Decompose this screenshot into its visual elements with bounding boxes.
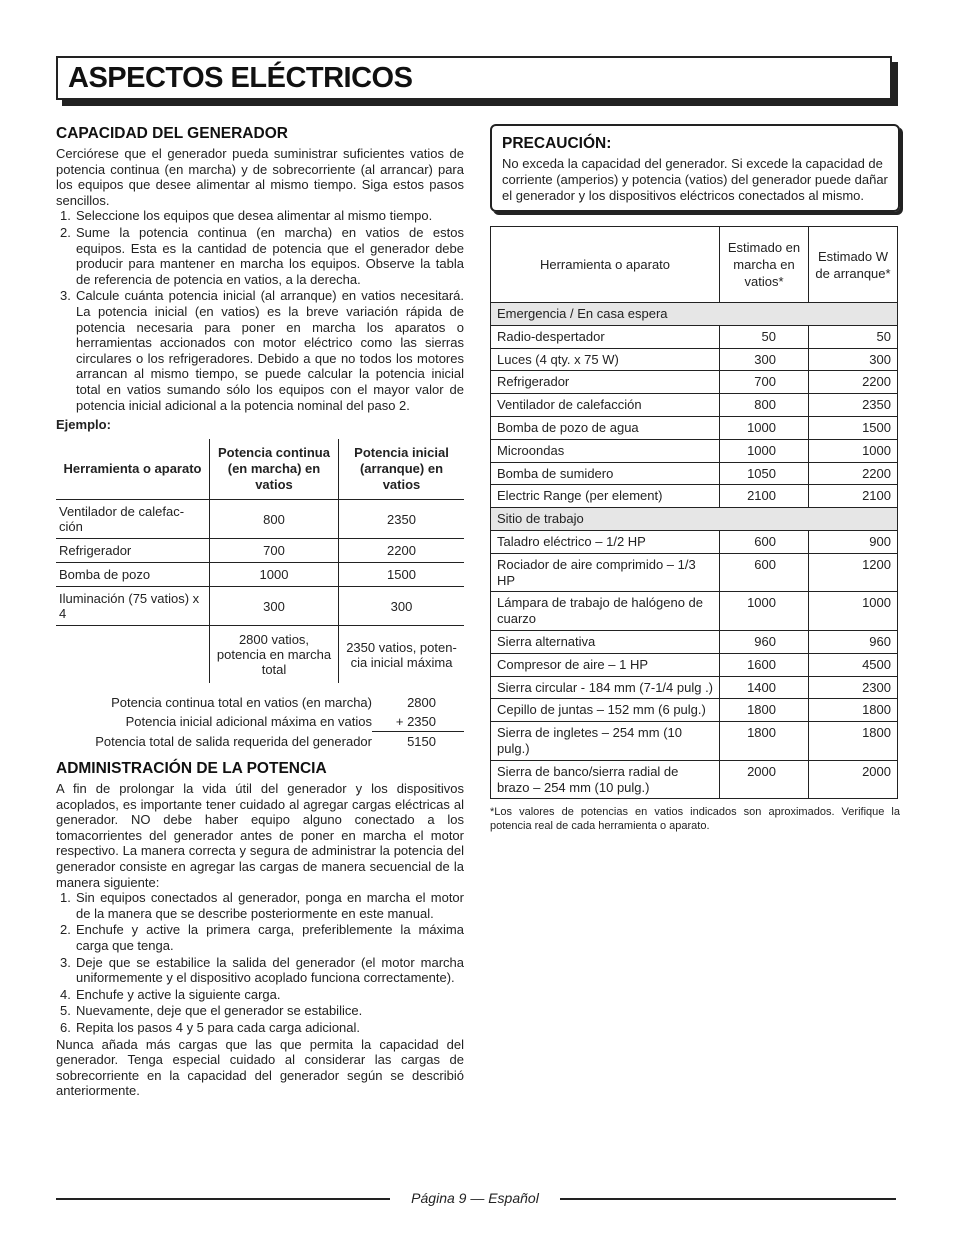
wattage-starting: 4500	[809, 653, 898, 676]
example-cell: Iluminación (75 vatios) x 4	[56, 587, 210, 626]
wattage-category: Emergencia / En casa espera	[491, 303, 898, 326]
wattage-row	[491, 653, 898, 676]
wattage-running: 300	[720, 348, 809, 371]
step-number: 1.	[60, 208, 71, 224]
wattage-tool: Microondas	[491, 439, 720, 462]
wattage-running: 2100	[720, 485, 809, 508]
example-cell: 700	[210, 539, 339, 563]
management-step	[56, 1003, 464, 1019]
capacity-step	[56, 288, 464, 413]
wattage-running: 700	[720, 371, 809, 394]
step-number: 6.	[60, 1020, 71, 1035]
wattage-tool: Cepillo de juntas – 152 mm (6 pulg.)	[491, 699, 720, 722]
wattage-starting: 2200	[809, 462, 898, 485]
wattage-running: 1800	[720, 699, 809, 722]
example-total-running: 2800 vatios, potencia en marcha total	[210, 626, 339, 684]
step-number: 5.	[60, 1003, 71, 1019]
wattage-row	[491, 462, 898, 485]
wattage-running: 1600	[720, 653, 809, 676]
wattage-starting: 2200	[809, 371, 898, 394]
step-text: Calcule cuánta potencia inicial (al arranque) en vatios necesitará. La potencia inicial (en vatios) es la breve variación rápida de potencia necesaria para poner en marcha los aparatos o herramientas accionados con motor eléctrico como las sierras circulares o los refrigeradores. Debido a que no todos los motores arrancan al mismo tiempo, se puede calcular la potencia inicial total en vatios sumando sólo los equipos con el mayor valor de potencia inicial adicional a la potencia nominal del paso 2.	[76, 288, 464, 413]
wattage-tool: Sierra de ingletes – 254 mm (10 pulg.)	[491, 722, 720, 761]
wattage-starting: 1800	[809, 699, 898, 722]
page-footer: Página 9 — Español	[411, 1190, 539, 1206]
step-text: Nuevamente, deje que el generador se estabilice.	[76, 1003, 363, 1019]
capacity-heading: CAPACIDAD DEL GENERADOR	[56, 125, 288, 142]
step-text: Seleccione los equipos que desea alimentar al mismo tiempo.	[76, 208, 433, 224]
wattage-running: 1000	[720, 439, 809, 462]
wattage-row	[491, 760, 898, 799]
management-step	[56, 987, 464, 1003]
wattage-tool: Ventilador de calefacción	[491, 394, 720, 417]
title-banner	[56, 56, 898, 106]
wattage-footnote: *Los valores de potencias en vatios indicados son aproximados. Verifique la potencia real de cada herramienta o aparato.	[490, 806, 900, 833]
example-header-row	[56, 439, 464, 500]
step-number: 4.	[60, 986, 71, 1002]
wattage-row	[491, 416, 898, 439]
example-cell: 300	[339, 587, 465, 626]
example-header: Potencia inicial (arranque) en vatios	[339, 439, 465, 500]
example-cell: 1500	[339, 563, 465, 587]
capacity-step	[56, 208, 464, 224]
wattage-running: 1050	[720, 462, 809, 485]
wattage-tool: Lámpara de trabajo de halógeno de cuarzo	[491, 592, 720, 631]
wattage-row	[491, 630, 898, 653]
example-cell: Ventilador de calefac-ción	[56, 500, 210, 539]
example-cell: 1000	[210, 563, 339, 587]
step-number: 3.	[60, 288, 71, 304]
wattage-tool: Radio-despertador	[491, 325, 720, 348]
wattage-row	[491, 592, 898, 631]
wattage-tool: Sierra de banco/sierra radial de brazo – 254 mm (10 pulg.)	[491, 760, 720, 799]
management-step	[56, 1020, 464, 1036]
wattage-starting: 1200	[809, 553, 898, 592]
wattage-row	[491, 325, 898, 348]
wattage-header: Herramienta o aparato	[491, 227, 720, 303]
wattage-row	[491, 676, 898, 699]
step-text: Sin equipos conectados al generador, ponga en marcha el motor de la manera que se describe posteriormente en este manual.	[76, 890, 464, 921]
example-cell: 800	[210, 500, 339, 539]
total-value: + 2350	[372, 712, 464, 732]
step-text: Sume la potencia continua (en marcha) en vatios de estos equipos. Esta es la cantidad de potencia que el generador debe producir para mantener en marcha los equipos. Observe la tabla de referencia de potencia en vatios, a la derecha.	[76, 224, 464, 287]
wattage-row	[491, 722, 898, 761]
example-header: Potencia continua (en marcha) en vatios	[210, 439, 339, 500]
wattage-tool: Compresor de aire – 1 HP	[491, 653, 720, 676]
title-box	[56, 56, 892, 100]
left-column	[56, 124, 464, 1099]
wattage-starting: 960	[809, 630, 898, 653]
wattage-running: 50	[720, 325, 809, 348]
wattage-row	[491, 485, 898, 508]
total-label: Potencia continua total en vatios (en marcha)	[111, 695, 372, 711]
total-label: Potencia total de salida requerida del generador	[95, 734, 372, 750]
total-row	[56, 693, 464, 712]
wattage-starting: 50	[809, 325, 898, 348]
wattage-tool: Refrigerador	[491, 371, 720, 394]
wattage-running: 1000	[720, 592, 809, 631]
wattage-starting: 300	[809, 348, 898, 371]
step-number: 2.	[60, 922, 71, 938]
capacity-steps	[56, 208, 464, 413]
example-total-row	[56, 626, 464, 684]
page-title: ASPECTOS ELÉCTRICOS	[68, 62, 413, 94]
caution-text: No exceda la capacidad del generador. Si excede la capacidad de corriente (amperios) y potencia (vatios) del generador puede dañar el generador y los dispositivos eléctricos conectados al mismo.	[502, 156, 888, 203]
management-step	[56, 955, 464, 986]
step-text: Repita los pasos 4 y 5 para cada carga adicional.	[76, 1020, 361, 1035]
management-intro: A fin de prolongar la vida útil del generador y los dispositivos acoplados, es importante tener cuidado al agregar cargas eléctricas al generador. NO debe haber equipo alguno conectado a los tomacorrientes del generador antes de poner en marcha el motor respectivo. La manera correcta y segura de administrar la potencia del generador consiste en agregar las cargas de manera secuencial de la manera siguiente:	[56, 781, 464, 890]
wattage-starting: 1000	[809, 439, 898, 462]
wattage-tool: Electric Range (per element)	[491, 485, 720, 508]
step-text: Enchufe y active la primera carga, preferiblemente la máxima carga que tenga.	[76, 922, 464, 954]
example-cell: 300	[210, 587, 339, 626]
wattage-starting: 2100	[809, 485, 898, 508]
total-value: 5150	[407, 734, 436, 750]
wattage-running: 1800	[720, 722, 809, 761]
wattage-row	[491, 394, 898, 417]
step-number: 3.	[60, 954, 71, 970]
wattage-row	[491, 553, 898, 592]
wattage-running: 960	[720, 630, 809, 653]
wattage-tool: Rociador de aire comprimido – 1/3 HP	[491, 553, 720, 592]
wattage-tool: Taladro eléctrico – 1/2 HP	[491, 530, 720, 553]
wattage-running: 2000	[720, 760, 809, 799]
management-step	[56, 922, 464, 953]
wattage-tool: Bomba de sumidero	[491, 462, 720, 485]
wattage-tool: Luces (4 qty. x 75 W)	[491, 348, 720, 371]
total-row	[56, 732, 464, 751]
example-cell: 2350	[339, 500, 465, 539]
capacity-intro: Cerciórese que el generador pueda suministrar suficientes vatios de potencia continua (en marcha) y de sobrecorriente (al arrancar) para los equipos que desee alimentar al mismo tiempo. Siga estos pasos sencillos.	[56, 146, 464, 208]
wattage-starting: 2350	[809, 394, 898, 417]
wattage-category-row	[491, 303, 898, 326]
step-number: 1.	[60, 890, 71, 906]
example-header: Herramienta o aparato	[56, 439, 210, 500]
wattage-starting: 2300	[809, 676, 898, 699]
wattage-starting: 900	[809, 530, 898, 553]
wattage-row	[491, 699, 898, 722]
wattage-running: 600	[720, 530, 809, 553]
wattage-header: Estimado W de arranque*	[809, 227, 898, 303]
wattage-category-row	[491, 508, 898, 531]
example-row	[56, 563, 464, 587]
wattage-tool: Bomba de pozo de agua	[491, 416, 720, 439]
example-total-starting: 2350 vatios, poten-cia inicial máxima	[339, 626, 465, 684]
wattage-starting: 1800	[809, 722, 898, 761]
step-number: 2.	[60, 224, 71, 240]
management-heading: ADMINISTRACIÓN DE LA POTENCIA	[56, 760, 327, 778]
wattage-running: 1000	[720, 416, 809, 439]
totals-block	[56, 693, 464, 751]
example-cell: Bomba de pozo	[56, 563, 210, 587]
wattage-header: Estimado en marcha en vatios*	[720, 227, 809, 303]
wattage-starting: 1500	[809, 416, 898, 439]
caution-box	[490, 124, 900, 212]
wattage-category: Sitio de trabajo	[491, 508, 898, 531]
wattage-running: 800	[720, 394, 809, 417]
footer-rule-left	[56, 1198, 390, 1200]
capacity-step	[56, 225, 464, 287]
wattage-row	[491, 530, 898, 553]
footer-rule-right	[560, 1198, 896, 1200]
wattage-starting: 2000	[809, 760, 898, 799]
wattage-starting: 1000	[809, 592, 898, 631]
example-cell-empty	[56, 626, 210, 684]
wattage-row	[491, 348, 898, 371]
wattage-row	[491, 371, 898, 394]
management-steps	[56, 890, 464, 1035]
wattage-row	[491, 439, 898, 462]
total-label: Potencia inicial adicional máxima en vatios	[125, 714, 372, 730]
example-row	[56, 587, 464, 626]
wattage-running: 600	[720, 553, 809, 592]
wattage-table	[490, 226, 898, 799]
total-row	[56, 712, 464, 732]
management-closing: Nunca añada más cargas que las que permita la capacidad del generador. Tenga especial cuidado al considerar las cargas de sobrecorriente en la capacidad del generador según se describió anteriormente.	[56, 1036, 464, 1099]
example-row	[56, 539, 464, 563]
management-step	[56, 890, 464, 921]
wattage-tool: Sierra alternativa	[491, 630, 720, 653]
wattage-header-row	[491, 227, 898, 303]
wattage-tool: Sierra circular - 184 mm (7-1/4 pulg .)	[491, 676, 720, 699]
caution-heading: PRECAUCIÓN:	[502, 135, 612, 152]
step-text: Deje que se estabilice la salida del generador (el motor marcha uniformemente y el dispositivo acoplado funciona correctamente).	[76, 954, 464, 986]
step-text: Enchufe y active la siguiente carga.	[76, 986, 281, 1002]
example-cell: 2200	[339, 539, 465, 563]
example-cell: Refrigerador	[56, 539, 210, 563]
wattage-running: 1400	[720, 676, 809, 699]
example-table	[56, 439, 464, 683]
example-label: Ejemplo:	[56, 417, 111, 433]
right-column	[490, 124, 902, 833]
example-row	[56, 500, 464, 539]
total-value: 2800	[407, 695, 436, 711]
